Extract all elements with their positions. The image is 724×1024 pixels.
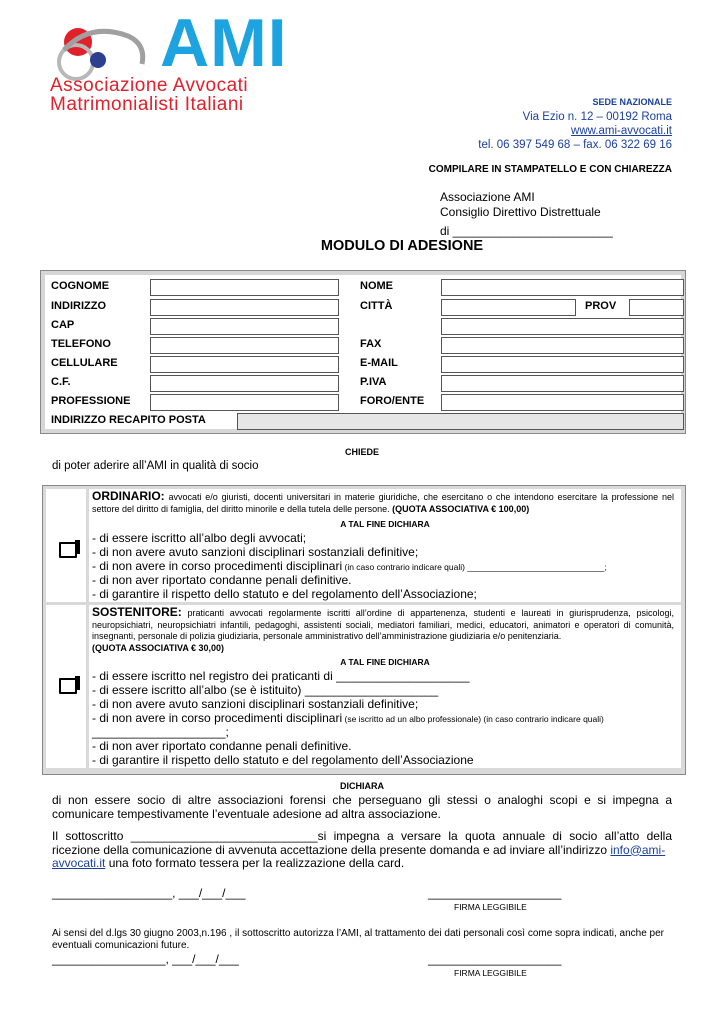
telefono-field[interactable] xyxy=(150,337,339,354)
label-cap: CAP xyxy=(51,319,75,331)
fax-field[interactable] xyxy=(441,337,684,354)
page-title: MODULO DI ADESIONE xyxy=(320,238,484,254)
label-fax: FAX xyxy=(360,338,382,350)
sostenitore-description: SOSTENITORE: praticanti avvocati regolarmente iscritti all’ordine di appartenenza, studenti e laureati in giurisprudenza, psicologi, neuropsichiatri, neuropsichiatri infantili, pedagoghi, assistenti sociali, mediatori familiari, medici, educatori, animatori e operatori di comunità, insegnanti, personale di polizia giudiziaria, personale amministrativo dell’amministrazione giudiziaria e/o penitenziaria. (QUOTA ASSOCIATIVA € 30,00) xyxy=(92,605,674,653)
privacy-consent: Ai sensi del d.lgs 30 giugno 2003,n.196 , il sottoscritto autorizza l’AMI, al trattamento dei dati personali così come sopra indicati, anche per eventuali comunicazioni future. xyxy=(52,928,665,951)
logo-tagline: Associazione Avvocati Matrimonialisti Italiani xyxy=(50,75,249,115)
label-cognome: COGNOME xyxy=(51,280,110,292)
email-link[interactable]: info@ami- xyxy=(610,842,666,857)
blank-field[interactable] xyxy=(441,318,684,335)
website-link[interactable]: www.ami-avvocati.it xyxy=(571,125,672,137)
label-indirizzo: INDIRIZZO xyxy=(51,300,106,312)
signature-line[interactable]: ____________________ xyxy=(428,952,562,966)
signature-label: FIRMA LEGGIBILE xyxy=(454,968,527,978)
sostenitore-item: - di essere iscritto nel registro dei praticanti di ____________________ xyxy=(92,669,470,683)
ordinario-dichiara: A TAL FINE DICHIARA xyxy=(340,519,430,529)
sostenitore-dichiara: A TAL FINE DICHIARA xyxy=(340,657,430,667)
sostenitore-section xyxy=(89,605,681,768)
ordinario-checkbox[interactable] xyxy=(59,542,77,558)
label-cellulare: CELLULARE xyxy=(51,357,118,369)
label-cf: C.F. xyxy=(51,376,71,388)
sostenitore-item: - di non aver riportato condanne penali definitive. xyxy=(92,739,352,753)
cognome-field[interactable] xyxy=(150,279,339,296)
personal-data-form xyxy=(40,270,686,434)
dichiara-text: di non essere socio di altre associazioni forensi che perseguano gli stessi o analoghi scopi e si impegna a comunicare tempestivamente l’eventuale adesione ad altra associazione. xyxy=(52,793,672,821)
signature-line[interactable]: ____________________ xyxy=(428,886,562,900)
phones: tel. 06 397 549 68 – fax. 06 322 69 16 xyxy=(478,139,672,151)
fill-instruction: COMPILARE IN STAMPATELLO E CON CHIAREZZA xyxy=(428,164,672,175)
label-foro: FORO/ENTE xyxy=(360,395,425,407)
ordinario-item: - di essere iscritto all’albo degli avvocati; xyxy=(92,531,307,545)
sostenitore-item: ____________________; xyxy=(92,725,229,739)
label-citta: CITTÀ xyxy=(360,300,393,312)
nome-field[interactable] xyxy=(441,279,684,296)
ordinario-description: ORDINARIO: avvocati e/o giuristi, docenti universitari in materie giuridiche, che esercitano o che intendono esercitare la professione nel settore del diritto di famiglia, del diritto minorile e della tutela delle persone. (QUOTA ASSOCIATIVA € 100,00) xyxy=(92,489,674,514)
label-email: E-MAIL xyxy=(360,357,398,369)
cellulare-field[interactable] xyxy=(150,356,339,373)
dichiara-heading: DICHIARA xyxy=(340,781,384,791)
date-place-line[interactable]: _________________, ___/___/___ xyxy=(52,952,239,966)
cf-field[interactable] xyxy=(150,375,339,392)
chiede-heading: CHIEDE xyxy=(344,447,379,457)
recipient-block: Associazione AMI Consiglio Direttivo Distrettuale di ________________________ xyxy=(440,190,613,238)
label-telefono: TELEFONO xyxy=(51,338,111,350)
label-prov: PROV xyxy=(585,300,617,312)
sostenitore-item: - di garantire il rispetto dello statuto e del regolamento dell’Associazione xyxy=(92,753,474,767)
email-link-continued[interactable]: avvocati.it xyxy=(52,856,106,870)
address-block xyxy=(478,110,672,152)
indirizzo-field[interactable] xyxy=(150,299,339,316)
sostenitore-checkbox[interactable] xyxy=(59,678,77,694)
ordinario-checkbox-cell xyxy=(46,489,86,602)
sostenitore-item: - di essere iscritto all’albo (se è istituito) ____________________ xyxy=(92,683,439,697)
recapito-field[interactable] xyxy=(237,413,684,430)
adhesion-statement: di poter aderire all’AMI in qualità di socio xyxy=(52,460,259,472)
date-place-line[interactable]: __________________, ___/___/___ xyxy=(52,886,246,900)
citta-field[interactable] xyxy=(441,299,576,316)
signature-label: FIRMA LEGGIBILE xyxy=(454,902,527,912)
address: Via Ezio n. 12 – 00192 Roma xyxy=(522,111,672,123)
ordinario-section xyxy=(89,489,681,602)
foro-field[interactable] xyxy=(441,394,684,411)
sostenitore-checkbox-cell xyxy=(46,605,86,768)
ordinario-item: - di non aver riportato condanne penali definitive. xyxy=(92,573,352,587)
commitment-text: Il sottoscritto ____________________________si impegna a versare la quota annuale di socio all’atto della ricezione della comunicazione di avvenuta accettazione della presente domanda e ad inviare all’indirizzo info@ami- avvocati.it una foto formato tessera per la realizzazione della card. xyxy=(52,829,672,870)
prov-field[interactable] xyxy=(629,299,684,316)
membership-options xyxy=(42,485,686,775)
cap-field[interactable] xyxy=(150,318,339,335)
label-professione: PROFESSIONE xyxy=(51,395,131,407)
ordinario-item: - di non avere avuto sanzioni disciplinari sostanziali definitive; xyxy=(92,545,419,559)
sede-label: SEDE NAZIONALE xyxy=(592,97,672,107)
logo-wordmark: AMI xyxy=(160,5,288,81)
email-field[interactable] xyxy=(441,356,684,373)
sostenitore-item: - di non avere in corso procedimenti disciplinari (se iscritto ad un albo professionale) (in caso contrario indicare quali) xyxy=(92,711,604,725)
professione-field[interactable] xyxy=(150,394,339,411)
ordinario-item: - di non avere in corso procedimenti disciplinari (in caso contrario indicare quali) _____________________________; xyxy=(92,559,607,573)
piva-field[interactable] xyxy=(441,375,684,392)
label-piva: P.IVA xyxy=(360,376,387,388)
label-nome: NOME xyxy=(360,280,393,292)
sostenitore-item: - di non avere avuto sanzioni disciplinari sostanziali definitive; xyxy=(92,697,419,711)
label-recapito: INDIRIZZO RECAPITO POSTA xyxy=(51,414,206,426)
ordinario-item: - di garantire il rispetto dello statuto e del regolamento dell’Associazione; xyxy=(92,587,477,601)
